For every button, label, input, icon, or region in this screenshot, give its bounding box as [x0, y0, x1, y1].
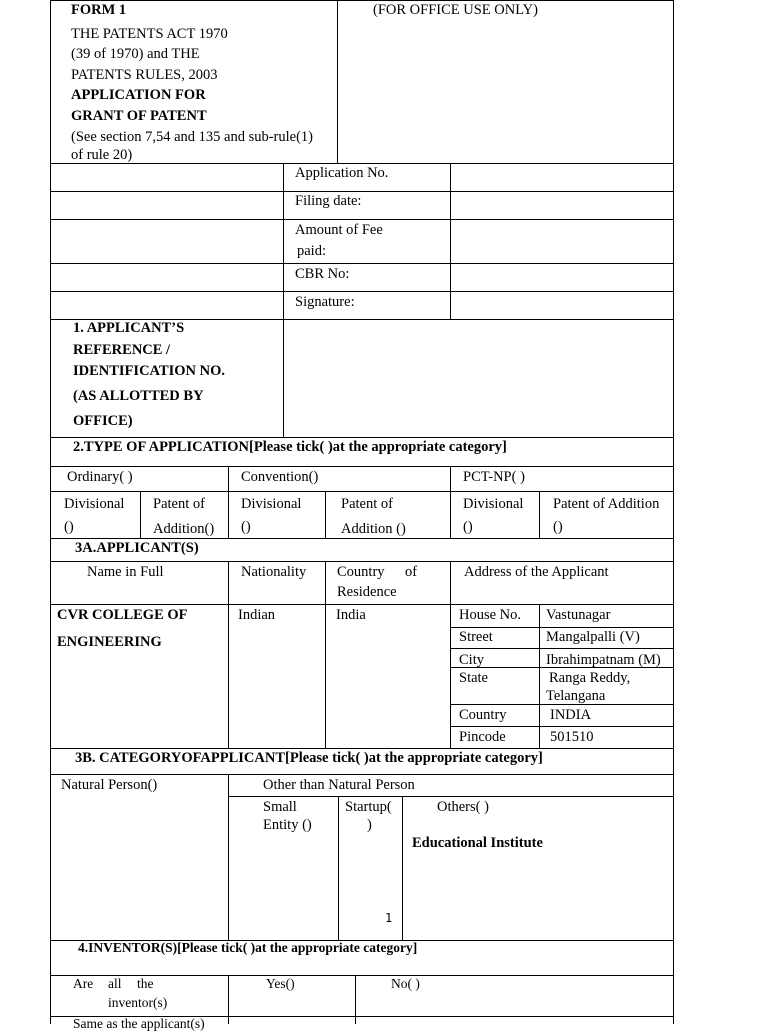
startup-checkbox[interactable]: ) [367, 817, 372, 833]
applicant-country: India [336, 607, 366, 623]
application-no-label: Application No. [295, 165, 389, 181]
cbr-no-field[interactable] [451, 264, 673, 291]
form-number: FORM 1 [71, 2, 127, 18]
form-title: GRANT OF PATENT [71, 108, 207, 124]
signature-label: Signature: [295, 294, 355, 310]
yes-option[interactable]: Yes() [266, 976, 295, 991]
street-label: Street [459, 629, 493, 645]
no-option[interactable]: No( ) [391, 976, 420, 991]
page-number: 1 [385, 911, 393, 925]
patent-of-addition-option[interactable]: Patent of [341, 496, 393, 512]
patent-of-addition-checkbox[interactable]: Addition () [341, 521, 406, 537]
category-of-applicant-heading: 3B. CATEGORYOFAPPLICANT[Please tick( )at the appropriate category] [75, 750, 543, 766]
inventors-heading: 4.INVENTOR(S)[Please tick( )at the appropriate category] [78, 940, 418, 955]
applicant-name: CVR COLLEGE OF [57, 607, 188, 623]
others-option[interactable]: Others( ) [437, 799, 489, 815]
fee-field[interactable] [451, 220, 673, 263]
patent-of-addition-option[interactable]: Patent of Addition [553, 496, 660, 512]
form-title: APPLICATION FOR [71, 87, 206, 103]
same-as-applicant-label: Same as the applicant(s) [73, 1016, 205, 1031]
section-reference: (See section 7,54 and 135 and sub-rule(1) [71, 129, 314, 145]
type-of-application-heading: 2.TYPE OF APPLICATION[Please tick( )at the appropriate category] [73, 439, 507, 455]
state-value: Ranga Reddy, [549, 670, 631, 686]
state-label: State [459, 670, 488, 686]
act-line: (39 of 1970) and THE [71, 46, 200, 62]
street-value: Mangalpalli (V) [546, 629, 640, 645]
country-value: INDIA [550, 707, 592, 723]
divisional-option[interactable]: Divisional [241, 496, 302, 512]
state-value: Telangana [546, 688, 606, 704]
fee-label: paid: [297, 243, 326, 259]
pincode-label: Pincode [459, 729, 506, 745]
applicant-reference-label: OFFICE) [73, 413, 133, 429]
divisional-checkbox[interactable]: () [241, 519, 251, 535]
patent-of-addition-option[interactable]: Patent of [153, 496, 205, 512]
other-than-natural-person-label: Other than Natural Person [263, 777, 415, 793]
cbr-no-label: CBR No: [295, 266, 350, 282]
reference-no-field[interactable] [284, 320, 673, 437]
natural-person-option[interactable]: Natural Person() [61, 777, 158, 793]
office-use-label: (FOR OFFICE USE ONLY) [373, 2, 538, 18]
are-all-inventors-label: the [137, 976, 154, 991]
pincode-value: 501510 [550, 729, 594, 745]
applicant-nationality: Indian [238, 607, 276, 623]
country-label: Country [459, 707, 507, 723]
house-no-label: House No. [459, 607, 522, 623]
applicant-reference-label: REFERENCE / [73, 342, 171, 358]
patent-of-addition-checkbox[interactable]: Addition() [153, 521, 215, 537]
application-no-field[interactable] [451, 164, 673, 191]
patent-of-addition-checkbox[interactable]: () [553, 519, 563, 535]
act-line: PATENTS RULES, 2003 [71, 67, 218, 83]
ordinary-option[interactable]: Ordinary( ) [67, 469, 133, 485]
applicant-reference-label: IDENTIFICATION NO. [73, 363, 226, 379]
col-nationality: Nationality [241, 564, 307, 580]
are-all-inventors-label: inventor(s) [108, 995, 168, 1010]
applicants-heading: 3A.APPLICANT(S) [75, 540, 199, 556]
are-all-inventors-label: all [108, 976, 122, 991]
startup-option[interactable]: Startup( [345, 799, 392, 815]
section-reference: of rule 20) [71, 147, 133, 163]
educational-institute-value: Educational Institute [412, 835, 543, 851]
col-country-of-residence: Residence [337, 584, 397, 600]
col-name-in-full: Name in Full [87, 564, 164, 580]
city-label: City [459, 652, 484, 668]
filing-date-label: Filing date: [295, 193, 362, 209]
divisional-option[interactable]: Divisional [64, 496, 125, 512]
city-value: Ibrahimpatnam (M) [546, 652, 661, 668]
col-country-of-residence: Country [337, 564, 385, 580]
convention-option[interactable]: Convention() [241, 469, 319, 485]
fee-label: Amount of Fee [295, 222, 383, 238]
divisional-checkbox[interactable]: () [463, 519, 473, 535]
house-no-value: Vastunagar [546, 607, 611, 623]
col-address: Address of the Applicant [464, 564, 609, 580]
act-line: THE PATENTS ACT 1970 [71, 26, 228, 42]
small-entity-option[interactable]: Small [263, 799, 297, 815]
divisional-checkbox[interactable]: () [64, 519, 74, 535]
are-all-inventors-label: Are [73, 976, 94, 991]
signature-field[interactable] [451, 292, 673, 319]
applicant-reference-label: (AS ALLOTTED BY [73, 388, 204, 404]
filing-date-field[interactable] [451, 192, 673, 219]
applicant-name: ENGINEERING [57, 634, 162, 650]
small-entity-checkbox[interactable]: Entity () [263, 817, 312, 833]
applicant-reference-label: 1. APPLICANT’S [73, 320, 185, 336]
pct-np-option[interactable]: PCT-NP( ) [463, 469, 525, 485]
col-country-of-residence: of [405, 564, 418, 580]
divisional-option[interactable]: Divisional [463, 496, 524, 512]
